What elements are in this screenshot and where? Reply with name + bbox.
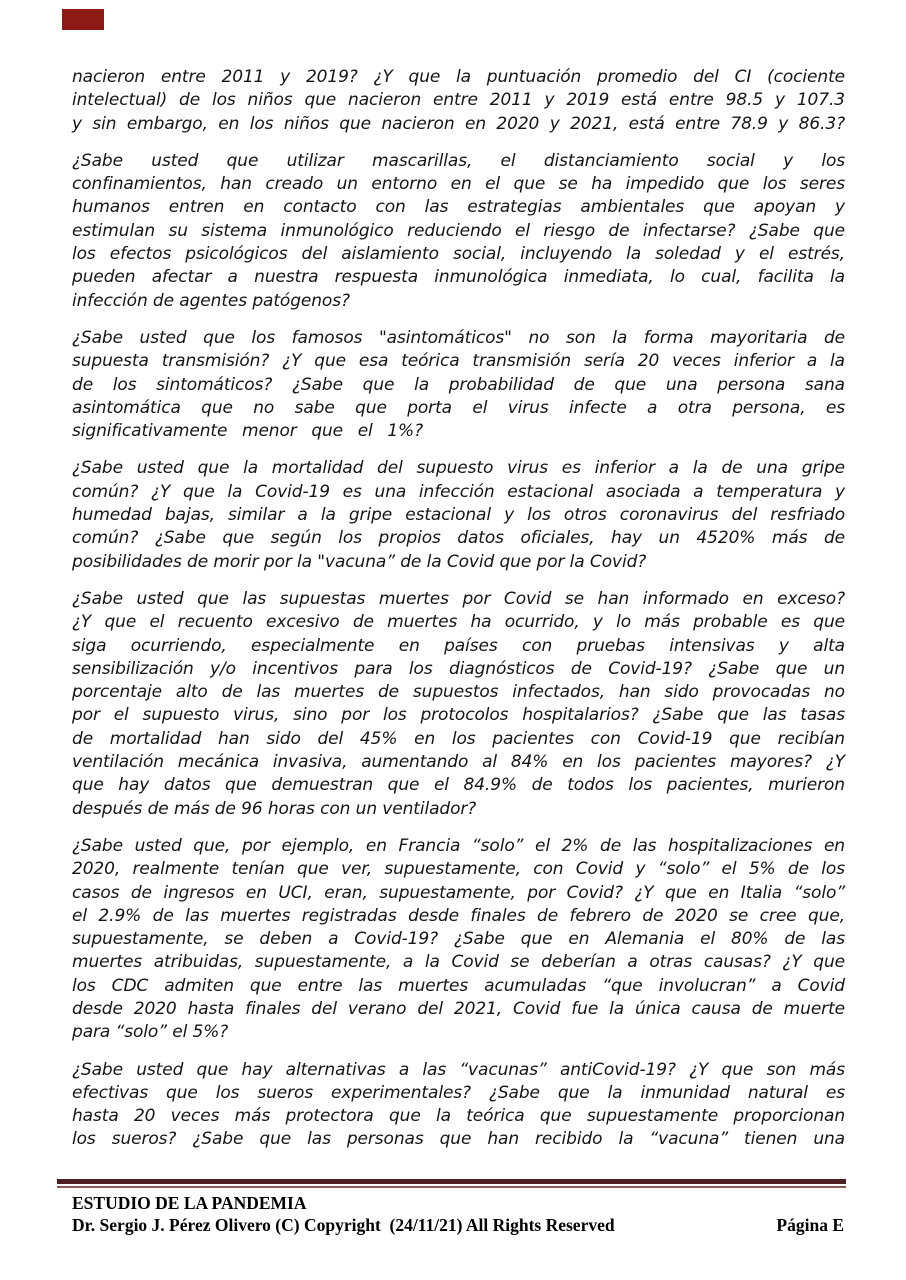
footer-rule-thick <box>57 1179 846 1184</box>
text-line: sensibilización y/o incentivos para los diagnósticos de Covid-19? ¿Sabe que un <box>72 658 845 679</box>
footer-page-label: Página E <box>776 1215 844 1235</box>
footer-copyright: Dr. Sergio J. Pérez Olivero (C) Copyright (24/11/21) All Rights Reserved <box>72 1215 615 1235</box>
text-line: que hay datos que demuestran que el 84.9% de todos los pacientes, murieron <box>72 775 845 796</box>
text-line: supuesta transmisión? ¿Y que esa teórica transmisión sería 20 veces inferior a la <box>72 351 845 372</box>
document-body <box>72 66 845 1166</box>
text-line: ¿Sabe usted que hay alternativas a las “vacunas” antiCovid-19? ¿Y que son más <box>72 1059 845 1080</box>
text-line: nacieron entre 2011 y 2019? ¿Y que la puntuación promedio del CI (cociente <box>72 67 845 87</box>
text-line: y sin embargo, en los niños que nacieron en 2020 y 2021, está entre 78.9 y 86.3? <box>72 113 845 134</box>
paragraph <box>72 835 845 1045</box>
text-line: ¿Y que el recuento excesivo de muertes ha ocurrido, y lo más probable es que <box>72 612 845 633</box>
paragraph <box>72 150 845 313</box>
text-line: ¿Sabe usted que la mortalidad del supuesto virus es inferior a la de una gripe <box>72 458 845 479</box>
text-line: común? ¿Y que la Covid-19 es una infección estacional asociada a temperatura y <box>72 481 845 502</box>
text-line: supuestamente, se deben a Covid-19? ¿Sabe que en Alemania el 80% de las <box>72 929 845 950</box>
text-line: ventilación mecánica invasiva, aumentando al 84% en los pacientes mayores? ¿Y <box>72 752 845 773</box>
paragraph <box>72 66 845 136</box>
text-line: 2020, realmente tenían que ver, supuestamente, con Covid y “solo” el 5% de los <box>72 859 845 880</box>
text-line: los sueros? ¿Sabe que las personas que han recibido la “vacuna” tienen una <box>72 1129 845 1150</box>
paragraph <box>72 1059 845 1152</box>
text-line: efectivas que los sueros experimentales? ¿Sabe que la inmunidad natural es <box>72 1082 845 1103</box>
text-line: ¿Sabe usted que las supuestas muertes por Covid se han informado en exceso? <box>72 588 845 609</box>
text-line: infección de agentes patógenos? <box>72 290 350 311</box>
text-line: ¿Sabe usted que los famosos "asintomáticos" no son la forma mayoritaria de <box>72 327 845 348</box>
text-line: desde 2020 hasta finales del verano del 2021, Covid fue la única causa de muerte <box>72 998 845 1019</box>
paragraph <box>72 588 845 821</box>
corner-mark <box>62 9 104 30</box>
text-line: de los sintomáticos? ¿Sabe que la probabilidad de que una persona sana <box>72 374 845 395</box>
text-line: casos de ingresos en UCI, eran, supuestamente, por Covid? ¿Y que en Italia “solo” <box>72 882 845 903</box>
text-line: asintomática que no sabe que porta el virus infecte a otra persona, es <box>72 397 845 418</box>
text-line: pueden afectar a nuestra respuesta inmunológica inmediata, lo cual, facilita la <box>72 267 845 288</box>
text-line: común? ¿Sabe que según los propios datos oficiales, hay un 4520% más de <box>72 528 845 549</box>
text-line: ¿Sabe usted que utilizar mascarillas, el distanciamiento social y los <box>72 150 845 171</box>
footer-rule-thin <box>57 1186 846 1188</box>
text-line: significativamente menor que el 1%? <box>72 421 424 442</box>
text-line: porcentaje alto de las muertes de supuestos infectados, han sido provocadas no <box>72 682 845 703</box>
text-line: estimulan su sistema inmunológico reduciendo el riesgo de infectarse? ¿Sabe que <box>72 220 845 241</box>
paragraph <box>72 327 845 443</box>
text-line: para “solo” el 5%? <box>72 1022 229 1043</box>
text-line: después de más de 96 horas con un ventilador? <box>72 798 477 819</box>
text-line: humedad bajas, similar a la gripe estacional y los otros coronavirus del resfriado <box>72 505 845 526</box>
text-line: hasta 20 veces más protectora que la teórica que supuestamente proporcionan <box>72 1106 845 1127</box>
paragraph <box>72 457 845 573</box>
text-line: humanos entren en contacto con las estrategias ambientales que apoyan y <box>72 197 845 218</box>
text-line: los CDC admiten que entre las muertes acumuladas “que involucran” a Covid <box>72 975 845 996</box>
text-line: posibilidades de morir por la "vacuna” de la Covid que por la Covid? <box>72 551 647 572</box>
text-line: el 2.9% de las muertes registradas desde finales de febrero de 2020 se cree que, <box>72 905 845 926</box>
footer-title: ESTUDIO DE LA PANDEMIA <box>72 1193 307 1213</box>
text-line: muertes atribuidas, supuestamente, a la Covid se deberían a otras causas? ¿Y que <box>72 952 845 973</box>
text-line: siga ocurriendo, especialmente en países con pruebas intensivas y alta <box>72 635 845 656</box>
text-line: de mortalidad han sido del 45% en los pacientes con Covid-19 que recibían <box>72 728 845 749</box>
text-line: confinamientos, han creado un entorno en el que se ha impedido que los seres <box>72 174 845 195</box>
text-line: los efectos psicológicos del aislamiento social, incluyendo la soledad y el estrés, <box>72 244 845 265</box>
text-line: ¿Sabe usted que, por ejemplo, en Francia “solo” el 2% de las hospitalizaciones en <box>72 835 845 856</box>
text-line: intelectual) de los niños que nacieron entre 2011 y 2019 está entre 98.5 y 107.3 <box>72 90 845 111</box>
page-footer <box>57 1179 846 1236</box>
text-line: por el supuesto virus, sino por los protocolos hospitalarios? ¿Sabe que las tasas <box>72 705 845 726</box>
